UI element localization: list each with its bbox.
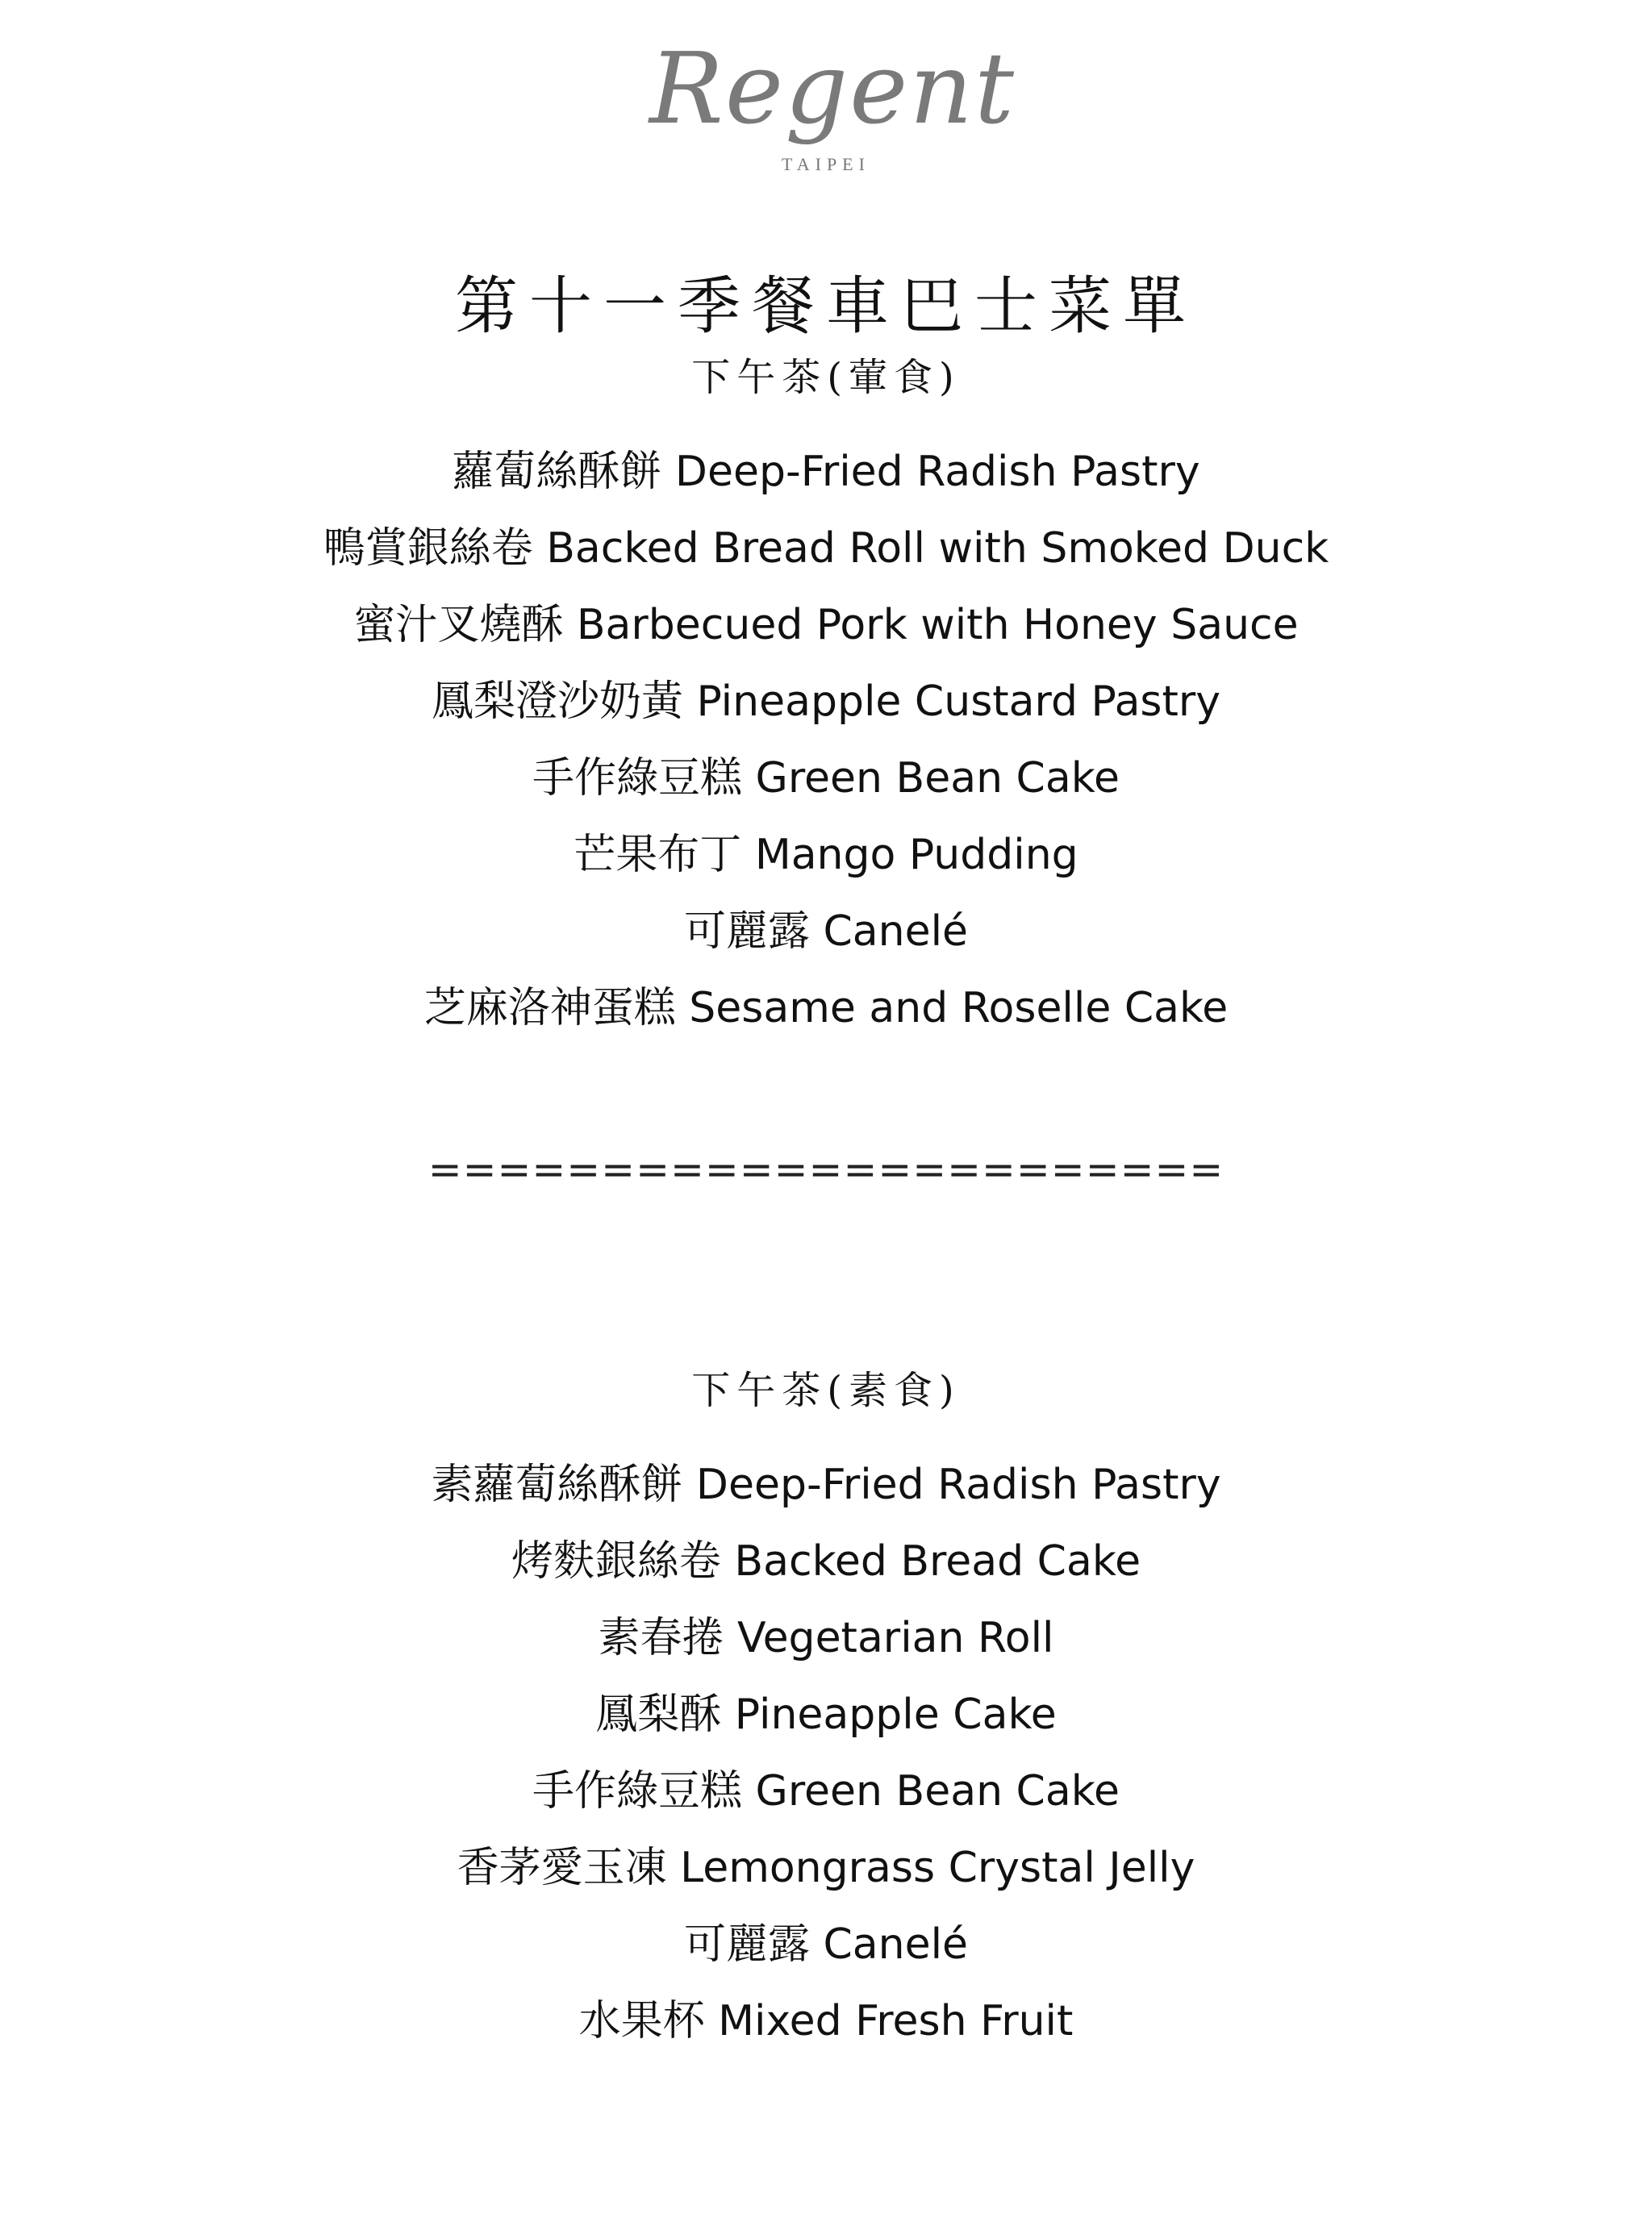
section-heading-vegetarian: 下午茶(素食): [691, 1368, 961, 1413]
section-divider: =======================: [428, 1146, 1224, 1193]
logo-city: TAIPEI: [782, 154, 870, 174]
menu-item: 水果杯 Mixed Fresh Fruit: [578, 1997, 1074, 2045]
menu-item: 蜜汁叉燒酥 Barbecued Pork with Honey Sauce: [353, 601, 1299, 649]
menu-list-meat: [0, 434, 1652, 1047]
menu-item: 烤麩銀絲卷 Backed Bread Cake: [511, 1537, 1141, 1586]
menu-item: 可麗露 Canelé: [683, 1920, 969, 1969]
menu-item: 可麗露 Canelé: [683, 907, 969, 956]
page-title: 第十一季餐車巴士菜單: [454, 270, 1197, 344]
menu-item: 香茅愛玉凍 Lemongrass Crystal Jelly: [457, 1844, 1195, 1892]
menu-item: 鳳梨酥 Pineapple Cake: [595, 1691, 1057, 1739]
menu-item: 芒果布丁 Mango Pudding: [574, 831, 1078, 879]
menu-item: 鳳梨澄沙奶黃 Pineapple Custard Pastry: [431, 678, 1221, 726]
menu-item: 蘿蔔絲酥餅 Deep-Fried Radish Pastry: [452, 448, 1200, 496]
menu-item: 素春捲 Vegetarian Roll: [598, 1614, 1054, 1662]
menu-item: 手作綠豆糕 Green Bean Cake: [532, 754, 1120, 803]
regent-logo: [0, 32, 1652, 194]
menu-item: 芝麻洛神蛋糕 Sesame and Roselle Cake: [423, 984, 1229, 1032]
logo-wordmark: Regent: [649, 31, 1016, 146]
menu-item: 手作綠豆糕 Green Bean Cake: [532, 1767, 1120, 1816]
menu-item: 鴨賞銀絲卷 Backed Bread Roll with Smoked Duck: [323, 524, 1329, 573]
menu-item: 素蘿蔔絲酥餅 Deep-Fried Radish Pastry: [431, 1461, 1221, 1509]
menu-list-vegetarian: [0, 1447, 1652, 2060]
section-heading-meat: 下午茶(葷食): [691, 355, 961, 400]
